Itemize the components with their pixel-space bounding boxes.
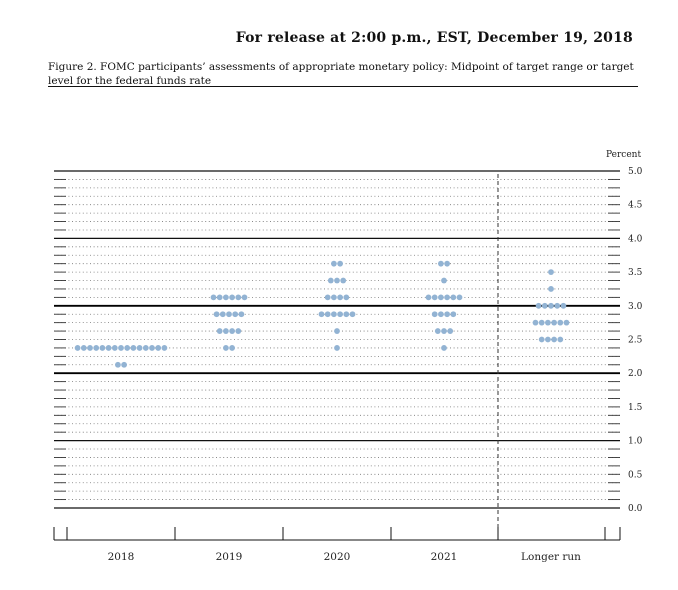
participant-dot [87,345,93,351]
participant-dot [533,320,539,326]
participant-dot [229,328,235,334]
participant-dot [432,294,438,300]
participant-dot [124,345,130,351]
participant-dot [239,311,245,317]
participant-dot [542,303,548,309]
participant-dot [561,303,567,309]
participant-dot [162,345,168,351]
participant-dot [545,320,551,326]
participant-dot [229,345,235,351]
participant-dot [214,311,220,317]
participant-dot [548,286,554,292]
participant-dot [235,328,241,334]
participant-dot [242,294,248,300]
participant-dot [340,278,346,284]
participant-dot [137,345,143,351]
participant-dot [444,294,450,300]
participant-dot [557,337,563,343]
participant-dot [334,345,340,351]
participant-dot [554,303,560,309]
participant-dot [331,261,337,267]
participant-dot [155,345,161,351]
participant-dot [118,345,124,351]
participant-dot [331,294,337,300]
participant-dot [121,362,127,368]
participant-dot [325,294,331,300]
participant-dot [438,311,444,317]
y-tick-label: 4.0 [628,234,643,245]
participant-dot [217,328,223,334]
participant-dot [217,294,223,300]
y-tick-label: 3.0 [628,301,643,312]
participant-dot [548,269,554,275]
gridlines [54,171,620,508]
y-axis-label: Percent [606,150,642,160]
participant-dot [337,311,343,317]
x-axis [54,527,620,563]
participant-dot [337,294,343,300]
x-category-label: Longer run [521,551,581,563]
participant-dot [435,328,441,334]
participant-dot [551,320,557,326]
participant-dot [545,337,551,343]
participant-dot [81,345,87,351]
participant-dot [539,337,545,343]
x-category-label: 2018 [107,551,135,563]
x-category-label: 2019 [215,551,243,563]
participant-dot [441,328,447,334]
participant-dot [343,294,349,300]
participant-dot [328,278,334,284]
participant-dot [350,311,356,317]
participant-dot [438,294,444,300]
participant-dot [334,328,340,334]
participant-dot [337,261,343,267]
participant-dot [229,294,235,300]
participant-dot [426,294,432,300]
participant-dot [223,328,229,334]
participant-dot [331,311,337,317]
participant-dot [112,345,118,351]
y-tick-label: 0.0 [628,504,643,514]
y-tick-label: 3.5 [628,268,643,279]
participant-dot [143,345,149,351]
y-tick-label: 1.5 [628,402,643,413]
y-tick-label: 1.0 [628,436,643,447]
participant-dot [441,345,447,351]
participant-dot [226,311,232,317]
participant-dot [211,294,217,300]
participant-dot [343,311,349,317]
participant-dot [106,345,112,351]
figure-caption: Figure 2. FOMC participants’ assessments of appropriate monetary policy: Midpoint of target range or target level for the federal funds rate [48,61,634,87]
y-axis-ticks [628,167,643,514]
participant-dot [564,320,570,326]
participant-dot [232,311,238,317]
participant-dot [319,311,325,317]
participant-dot [536,303,542,309]
participant-dot [149,345,155,351]
participant-dot [450,311,456,317]
y-tick-label: 2.5 [628,335,643,346]
participant-dot [115,362,121,368]
participant-dot [223,294,229,300]
participant-dot [557,320,563,326]
x-category-label: 2021 [430,551,458,563]
participant-dot [75,345,81,351]
participant-dot [93,345,99,351]
participant-dot [325,311,331,317]
participant-dot [548,303,554,309]
y-tick-label: 0.5 [628,470,643,481]
participant-dot [334,278,340,284]
participant-dot [457,294,463,300]
participant-dot [539,320,545,326]
participant-dot [441,278,447,284]
participant-dot [235,294,241,300]
participant-dot [220,311,226,317]
release-notice: For release at 2:00 p.m., EST, December 19, 2018 [235,30,633,46]
participant-dot [438,261,444,267]
participant-dot [444,261,450,267]
dots-layer [75,261,570,368]
participant-dot [432,311,438,317]
participant-dot [131,345,137,351]
participant-dot [551,337,557,343]
participant-dot [444,311,450,317]
participant-dot [447,328,453,334]
x-category-label: 2020 [323,551,351,563]
participant-dot [450,294,456,300]
participant-dot [223,345,229,351]
y-tick-label: 2.0 [628,369,643,380]
y-tick-label: 4.5 [628,200,643,211]
participant-dot [100,345,106,351]
y-tick-label: 5.0 [628,167,643,177]
